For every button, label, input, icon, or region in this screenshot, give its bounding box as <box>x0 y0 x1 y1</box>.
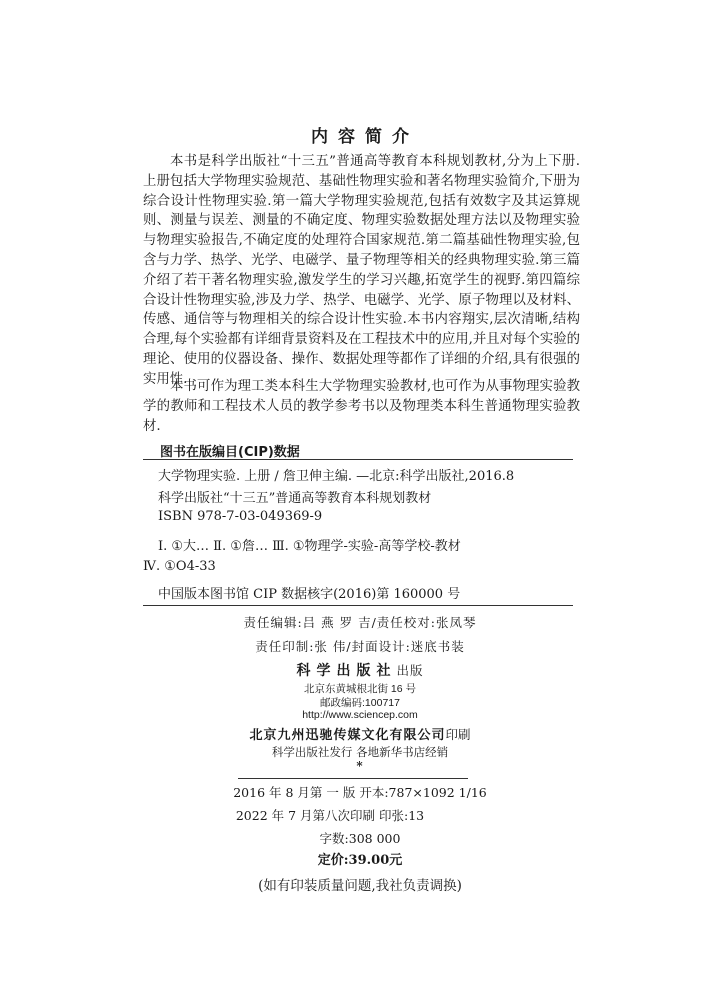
publisher-line <box>0 660 720 680</box>
cip-classification-1: Ⅰ. ①大… Ⅱ. ①詹… Ⅲ. ①物理学-实验-高等学校-教材 <box>158 539 461 554</box>
cip-classification-2: Ⅳ. ①O4-33 <box>143 559 216 574</box>
divider <box>143 459 573 460</box>
publisher-address: 北京东黄城根北街 16 号 <box>303 683 416 695</box>
price: 定价:39.00元 <box>317 853 403 868</box>
editors-line: 责任编辑:吕 燕 罗 吉/责任校对:张凤琴 <box>243 615 477 630</box>
reprint-line: 2022 年 7 月第八次印刷 印张:13 <box>235 808 425 823</box>
publisher-suffix: 出版 <box>396 663 424 678</box>
intro-paragraph-2: 本书可作为理工类本科生大学物理实验教材,也可作为从事物理实验教学的教师和工程技术人员的教学参考书以及物理类本科生普通物理实验教材. <box>143 379 580 434</box>
publisher-postcode: 邮政编码:100717 <box>320 697 400 709</box>
intro-paragraph-1: 本书是科学出版社“十三五”普通高等教育本科规划教材,分为上下册.上册包括大学物理实验规范、基础性物理实验和著名物理实验简介,下册为综合设计性物理实验.第一篇大学物理实验规范,包括有效数字及其运算规则、测量与误差、测量的不确定度、物理实验数据处理方法以及物理实验与物理实验报告,不确定度的处理符合国家规范.第二篇基础性物理实验,包含与力学、热学、光学、电磁学、量子物理等相关的经典物理实验.第三篇介绍了若干著名物理实验,激发学生的学习兴趣,拓宽学生的视野.第四篇综合设计性物理实验,涉及力学、热学、电磁学、光学、原子物理以及材料、传感、通信等与物理相关的综合设计性实验.本书内容翔实,层次清晰,结构合理,每个实验都有详细背景资料及在工程技术中的应用,并且对每个实验的理论、使用的仪器设备、操作、数据处理等都作了详细的介绍,具有很强的实用性. <box>143 154 581 387</box>
printer-suffix: 印刷 <box>445 727 471 742</box>
printer-name: 北京九州迅驰传媒文化有限公司 <box>249 728 446 743</box>
divider <box>238 778 468 779</box>
separator-star: * <box>356 759 364 773</box>
quality-notice: (如有印装质量问题,我社负责调换) <box>258 878 462 894</box>
cip-series-line: 科学出版社“十三五”普通高等教育本科规划教材 <box>158 491 432 506</box>
cip-isbn: ISBN 978-7-03-049369-9 <box>158 509 323 524</box>
intro-title: 内容简介 <box>311 127 419 147</box>
cip-record-number: 中国版本图书馆 CIP 数据核字(2016)第 160000 号 <box>158 587 461 602</box>
cip-title-line: 大学物理实验. 上册 / 詹卫伸主编. —北京:科学出版社,2016.8 <box>158 469 515 484</box>
printer-line <box>0 724 720 743</box>
distribution-line: 科学出版社发行 各地新华书店经销 <box>271 745 449 759</box>
printing-design-line: 责任印制:张 伟/封面设计:迷底书装 <box>255 639 465 654</box>
first-edition-line: 2016 年 8 月第 一 版 开本:787×1092 1/16 <box>233 785 487 800</box>
cip-heading: 图书在版编目(CIP)数据 <box>160 445 300 460</box>
publisher-url: http://www.sciencep.com <box>302 709 418 721</box>
divider <box>143 605 573 606</box>
publisher-name: 科学出版社 <box>296 663 397 679</box>
word-count: 字数:308 000 <box>319 831 401 846</box>
